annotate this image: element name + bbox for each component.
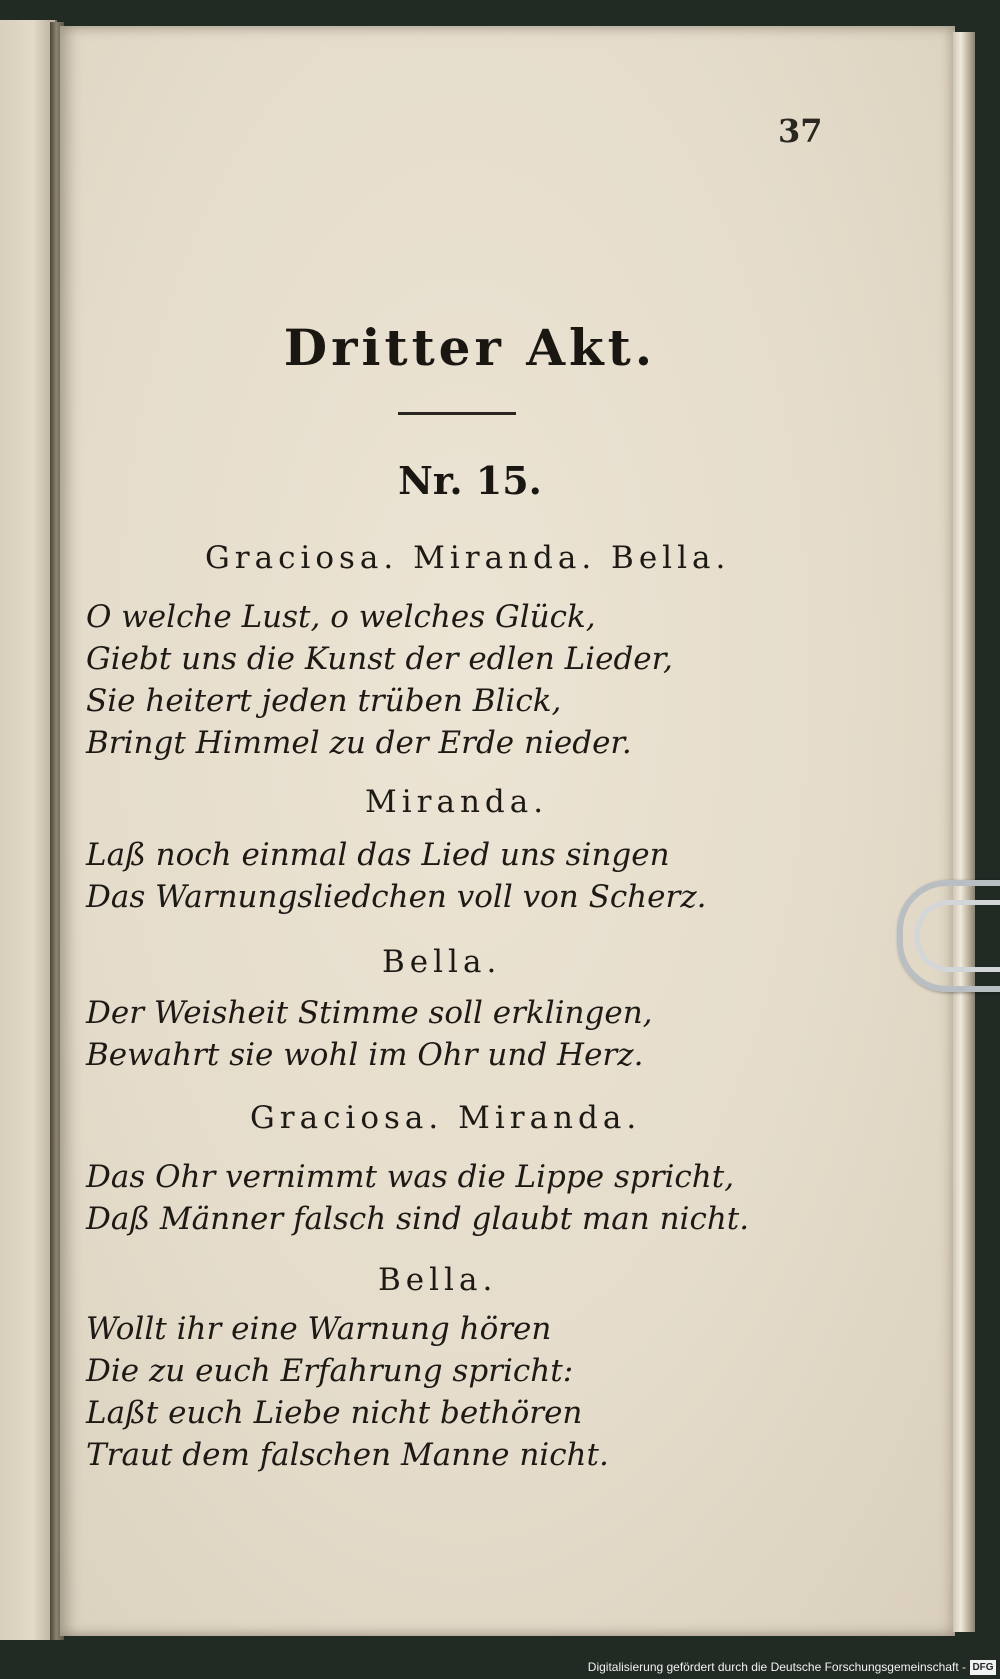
verse-line: Bewahrt sie wohl im Ohr und Herz. <box>86 1037 644 1073</box>
verse-block <box>86 834 707 918</box>
verse-block <box>86 1308 609 1476</box>
number-heading: Nr. 15. <box>398 458 542 503</box>
verse-line: O welche Lust, o welches Glück, <box>86 599 596 635</box>
page-edge <box>953 32 975 1632</box>
verse-line: Laß noch einmal das Lied uns singen <box>86 837 670 873</box>
verse-block <box>86 1156 749 1240</box>
verse-line: Die zu euch Erfahrung spricht: <box>86 1353 574 1389</box>
verse-line: Traut dem falschen Manne nicht. <box>86 1437 609 1473</box>
left-page-edge <box>0 20 57 1640</box>
speaker-heading: Bella. <box>382 944 502 980</box>
verse-line: Giebt uns die Kunst der edlen Lieder, <box>86 641 673 677</box>
title-rule <box>398 412 516 415</box>
verse-block <box>86 992 653 1076</box>
dfg-logo: DFG <box>970 1660 996 1675</box>
footer-credit: Digitalisierung gefördert durch die Deutsche Forschungsgemeinschaft - <box>587 1660 966 1674</box>
verse-line: Das Warnungsliedchen voll von Scherz. <box>86 879 707 915</box>
verse-block <box>86 596 673 764</box>
verse-line: Das Ohr vernimmt was die Lippe spricht, <box>86 1159 735 1195</box>
speaker-heading: Bella. <box>378 1262 498 1298</box>
paperclip-inner-icon <box>915 900 1000 972</box>
speaker-heading: Miranda. <box>365 784 549 820</box>
act-title: Dritter Akt. <box>283 318 657 377</box>
verse-line: Daß Männer falsch sind glaubt man nicht. <box>86 1201 750 1237</box>
verse-line: Der Weisheit Stimme soll erklingen, <box>86 995 653 1031</box>
verse-line: Bringt Himmel zu der Erde nieder. <box>86 725 632 761</box>
verse-line: Laßt euch Liebe nicht bethören <box>86 1395 583 1431</box>
page-number: 37 <box>778 112 823 150</box>
verse-line: Wollt ihr eine Warnung hören <box>86 1311 552 1347</box>
verse-line: Sie heitert jeden trüben Blick, <box>86 683 562 719</box>
speaker-heading: Graciosa. Miranda. <box>250 1100 642 1136</box>
speaker-heading: Graciosa. Miranda. Bella. <box>205 540 731 576</box>
